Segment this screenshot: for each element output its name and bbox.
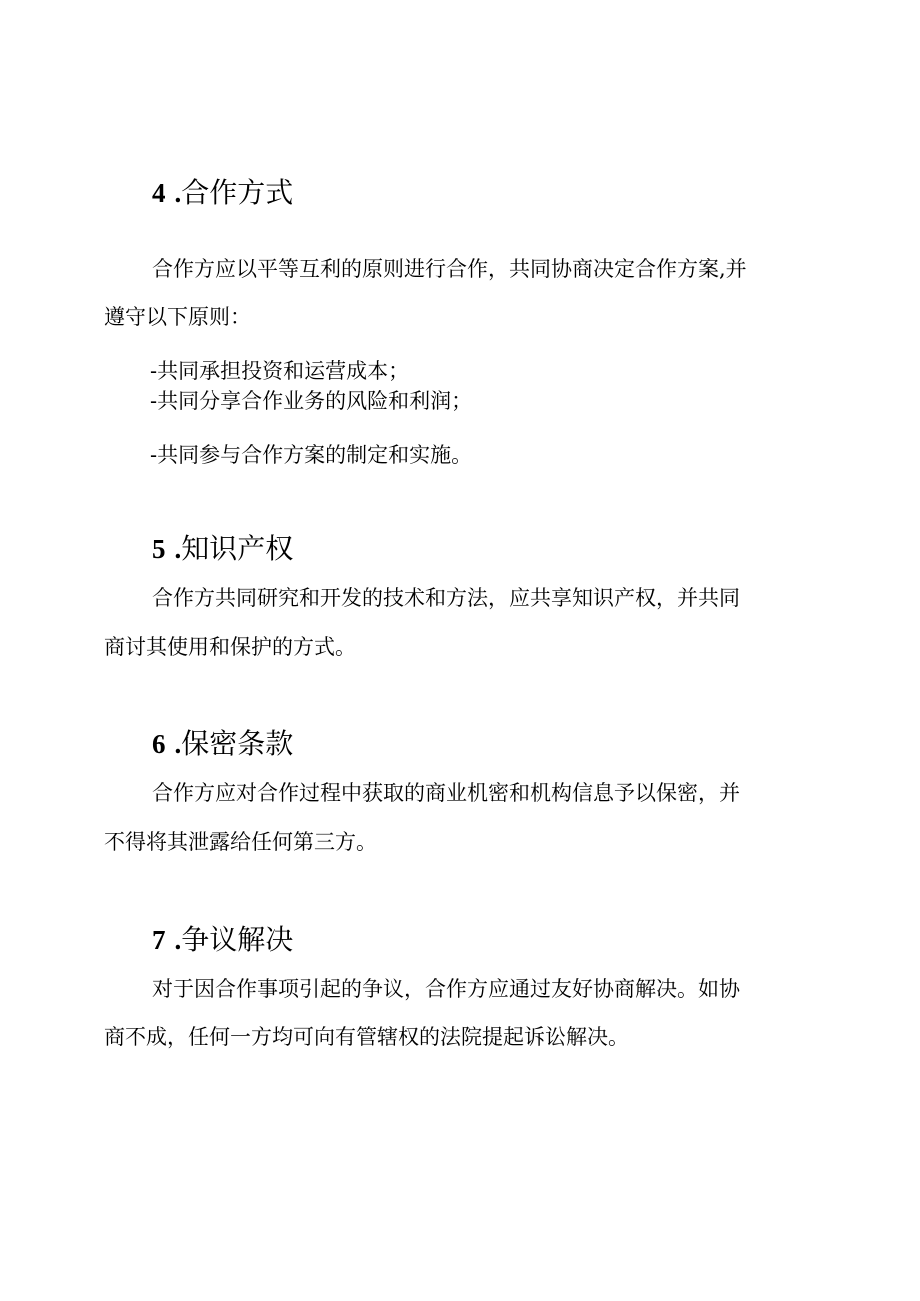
paragraph-line: 合作方应对合作过程中获取的商业机密和机构信息予以保密，并 bbox=[152, 781, 740, 805]
list-item: -共同参与合作方案的制定和实施。 bbox=[150, 443, 473, 467]
paragraph-line: 不得将其泄露给任何第三方。 bbox=[104, 830, 377, 854]
paragraph-line: 商讨其使用和保护的方式。 bbox=[104, 635, 356, 659]
section-number: 4 bbox=[152, 178, 166, 208]
section-heading-6 bbox=[152, 727, 293, 761]
section-number: 5 bbox=[152, 534, 166, 564]
section-title: 知识产权 bbox=[181, 532, 294, 565]
section-separator: . bbox=[174, 534, 182, 564]
section-separator: . bbox=[174, 729, 182, 759]
paragraph-line: 合作方应以平等互利的原则进行合作，共同协商决定合作方案,并 bbox=[152, 257, 747, 281]
list-item: -共同分享合作业务的风险和利润； bbox=[150, 389, 473, 413]
section-heading-7 bbox=[152, 923, 293, 957]
section-number: 7 bbox=[152, 925, 166, 955]
section-heading-5 bbox=[152, 532, 293, 566]
section-title: 争议解决 bbox=[181, 923, 294, 956]
paragraph-line: 遵守以下原则： bbox=[104, 305, 251, 329]
paragraph-line: 合作方共同研究和开发的技术和方法，应共享知识产权，并共同 bbox=[152, 586, 740, 610]
section-heading-4 bbox=[152, 176, 293, 210]
section-number: 6 bbox=[152, 729, 166, 759]
list-item: -共同承担投资和运营成本； bbox=[150, 359, 410, 383]
section-separator: . bbox=[174, 178, 182, 208]
paragraph-line: 对于因合作事项引起的争议，合作方应通过友好协商解决。如协 bbox=[152, 977, 740, 1001]
section-title: 保密条款 bbox=[181, 727, 294, 760]
section-title: 合作方式 bbox=[181, 176, 294, 209]
paragraph-line: 商不成，任何一方均可向有管辖权的法院提起诉讼解决。 bbox=[104, 1025, 629, 1049]
section-separator: . bbox=[174, 925, 182, 955]
